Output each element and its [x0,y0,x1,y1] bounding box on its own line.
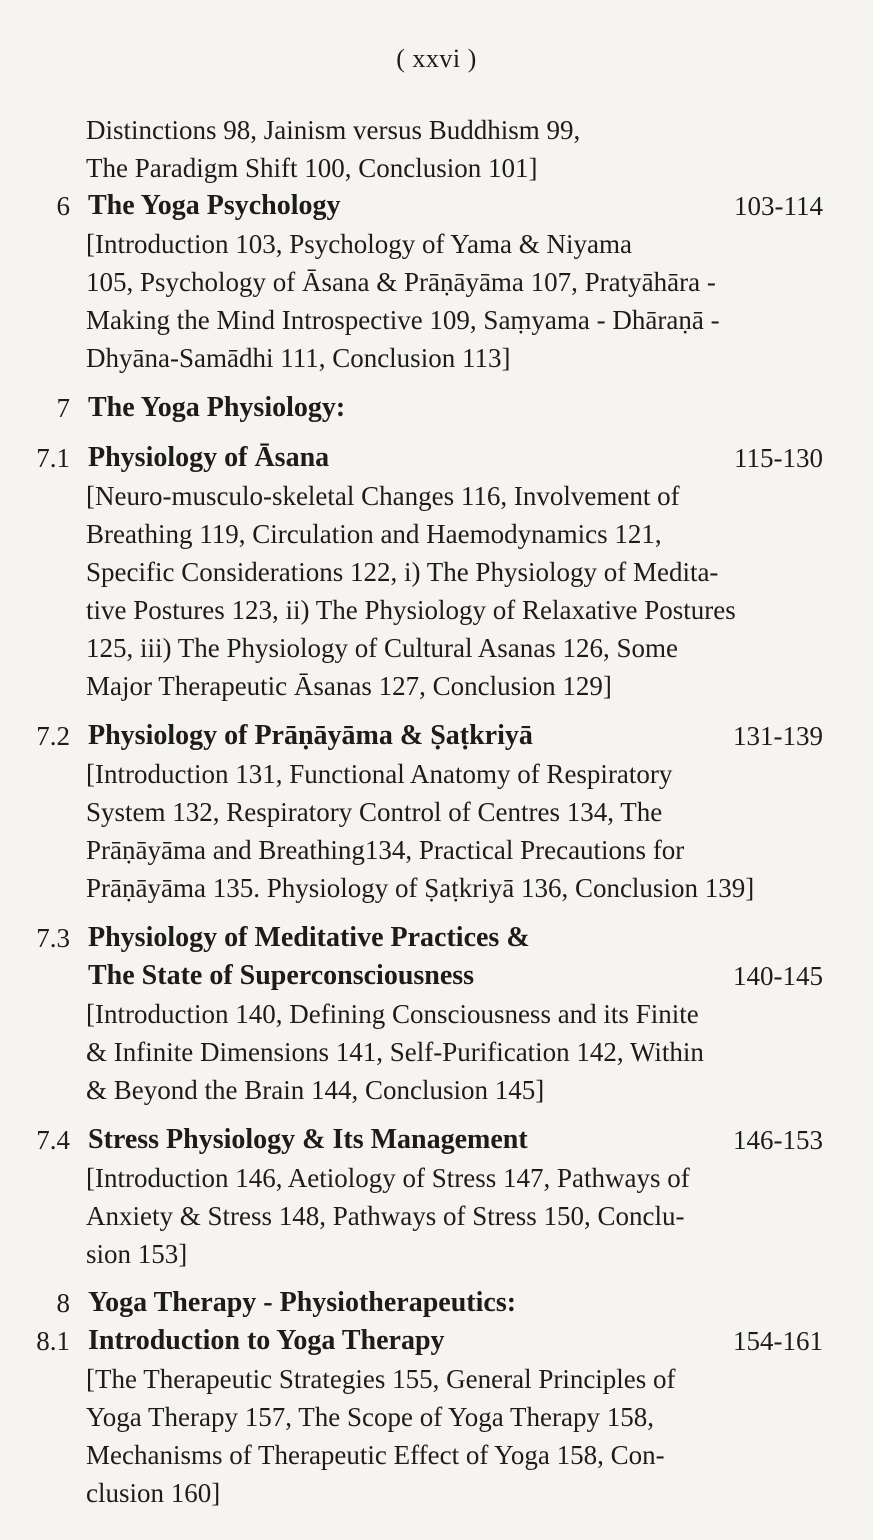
entry-number: 7.2 [36,721,70,751]
entry-line: Prāṇāyāma and Breathing134, Practical Precautions for [86,835,685,865]
entry-line: Specific Considerations 122, i) The Physiology of Medita- [86,557,719,587]
entry-number: 8 [56,1288,70,1318]
entry-title: The Yoga Psychology [88,190,341,221]
entry-line: [The Therapeutic Strategies 155, General Principles of [86,1364,676,1394]
entry-line: Making the Mind Introspective 109, Saṃyama - Dhāraṇā - [86,305,720,335]
page-number: ( xxvi ) [396,44,477,73]
entry-title: Stress Physiology & Its Management [88,1124,528,1155]
entry-title: Introduction to Yoga Therapy [88,1325,445,1356]
entry-number: 7.4 [36,1125,70,1155]
entry-line: Anxiety & Stress 148, Pathways of Stress 150, Conclu- [86,1201,685,1231]
entry-line: Yoga Therapy 157, The Scope of Yoga Therapy 158, [86,1402,654,1432]
entry-number: 7 [56,393,70,423]
entry-line: tive Postures 123, ii) The Physiology of Relaxative Postures [86,595,736,625]
entry-title-continued: The State of Superconsciousness [88,960,475,991]
entry-title: Physiology of Prāṇāyāma & Ṣaṭkriyā [88,720,533,751]
entry-line: & Beyond the Brain 144, Conclusion 145] [86,1075,545,1105]
entry-pages: 154-161 [733,1326,823,1356]
entry-line: & Infinite Dimensions 141, Self-Purification 142, Within [86,1037,704,1067]
entry-line: clusion 160] [86,1478,221,1508]
entry-pages: 140-145 [733,961,823,991]
entry-pages: 146-153 [733,1125,823,1155]
entry-title: Physiology of Āsana [88,442,330,473]
entry-line: [Introduction 146, Aetiology of Stress 147, Pathways of [86,1163,690,1193]
entry-number: 7.1 [36,443,70,473]
entry-line: System 132, Respiratory Control of Centres 134, The [86,797,663,827]
entry-title: Yoga Therapy - Physiotherapeutics: [88,1287,517,1318]
entry-number: 8.1 [36,1326,70,1356]
entry-title: Physiology of Meditative Practices & [88,922,530,953]
entry-line: [Introduction 131, Functional Anatomy of Respiratory [86,759,673,789]
entry-pages: 115-130 [734,443,823,473]
entry-line: 125, iii) The Physiology of Cultural Asanas 126, Some [86,633,678,663]
entry-pages: 131-139 [733,721,823,751]
entry-line: [Introduction 103, Psychology of Yama & Niyama [86,229,632,259]
entry-line: Mechanisms of Therapeutic Effect of Yoga 158, Con- [86,1440,665,1470]
intro-line: The Paradigm Shift 100, Conclusion 101] [86,153,538,183]
entry-line: Major Therapeutic Āsanas 127, Conclusion 129] [86,671,612,701]
entry-line: 105, Psychology of Āsana & Prāṇāyāma 107, Pratyāhāra - [86,267,716,297]
entry-title: The Yoga Physiology: [88,392,346,423]
entry-line: Prāṇāyāma 135. Physiology of Ṣaṭkriyā 136, Conclusion 139] [86,873,755,903]
entry-line: [Neuro-musculo-skeletal Changes 116, Involvement of [86,481,680,511]
intro-line: Distinctions 98, Jainism versus Buddhism 99, [86,115,581,145]
entry-pages: 103-114 [734,191,823,221]
entry-line: Breathing 119, Circulation and Haemodynamics 121, [86,519,662,549]
entry-line: Dhyāna-Samādhi 111, Conclusion 113] [86,343,511,373]
entry-number: 6 [56,191,70,221]
entry-line: [Introduction 140, Defining Consciousness and its Finite [86,999,699,1029]
entry-number: 7.3 [36,923,70,953]
entry-line: sion 153] [86,1239,188,1269]
